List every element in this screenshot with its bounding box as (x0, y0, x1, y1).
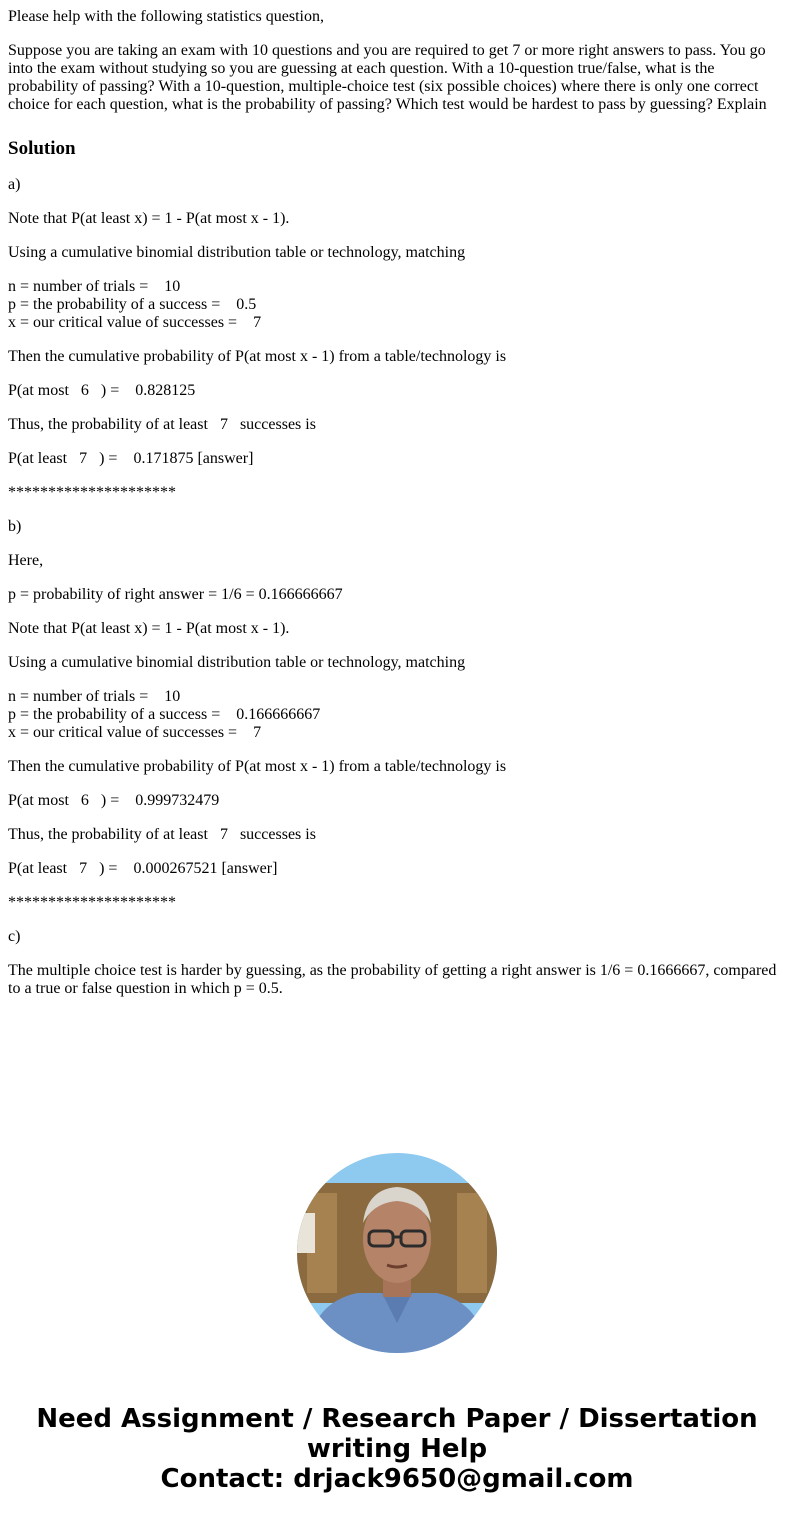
question-body: Suppose you are taking an exam with 10 questions and you are required to get 7 or more right answers to pass. You go into the exam without studying so you are guessing at each question. With a 10-question true/false, what is the probability of passing? With a 10-question, multiple-choice test (six possible choices) where there is only one correct choice for each question, what is the probability of passing? Which test would be hardest to pass by guessing? Explain (8, 42, 767, 113)
part-a-at-most: P(at most 6 ) = 0.828125 (8, 382, 196, 399)
promo-contact: Contact: drjack9650@gmail.com (160, 1464, 634, 1494)
part-a-label: a) (8, 176, 21, 193)
part-b-note: Note that P(at least x) = 1 - P(at most x - 1). (8, 620, 290, 637)
part-a-x: x = our critical value of successes = 7 (8, 314, 262, 331)
part-c-text: The multiple choice test is harder by guessing, as the probability of getting a right answer is 1/6 = 0.1666667, compared to a true or false question in which p = 0.5. (8, 962, 777, 997)
part-b-x: x = our critical value of successes = 7 (8, 724, 262, 741)
solution-heading: Solution (8, 138, 76, 159)
author-portrait-image (297, 1153, 497, 1353)
part-b-here: Here, (8, 552, 44, 569)
part-b-at-most: P(at most 6 ) = 0.999732479 (8, 792, 220, 809)
part-b-at-least: P(at least 7 ) = 0.000267521 [answer] (8, 860, 278, 877)
part-a-at-least: P(at least 7 ) = 0.171875 [answer] (8, 450, 254, 467)
part-b-stars: ********************* (8, 894, 176, 911)
author-photo (297, 1153, 497, 1353)
part-b-label: b) (8, 518, 22, 535)
part-a-params (8, 278, 786, 332)
promo-banner (0, 1404, 794, 1494)
part-a-stars: ********************* (8, 484, 176, 501)
part-a-thus: Thus, the probability of at least 7 successes is (8, 416, 316, 433)
promo-line-1: Need Assignment / Research Paper / Dissertation (36, 1404, 758, 1434)
part-a-p: p = the probability of a success = 0.5 (8, 296, 257, 313)
part-c-label: c) (8, 928, 21, 945)
part-b-p-right: p = probability of right answer = 1/6 = 0.166666667 (8, 586, 343, 603)
promo-line-2: writing Help (306, 1434, 488, 1464)
question-intro: Please help with the following statistics question, (8, 8, 324, 25)
part-b-thus: Thus, the probability of at least 7 successes is (8, 826, 316, 843)
part-b-n: n = number of trials = 10 (8, 688, 181, 705)
part-b-using: Using a cumulative binomial distribution table or technology, matching (8, 654, 466, 671)
part-a-using: Using a cumulative binomial distribution table or technology, matching (8, 244, 466, 261)
part-b-params (8, 688, 786, 742)
part-b-then: Then the cumulative probability of P(at most x - 1) from a table/technology is (8, 758, 507, 775)
part-a-n: n = number of trials = 10 (8, 278, 181, 295)
part-a-then: Then the cumulative probability of P(at most x - 1) from a table/technology is (8, 348, 507, 365)
part-a-note: Note that P(at least x) = 1 - P(at most x - 1). (8, 210, 290, 227)
part-b-p: p = the probability of a success = 0.166666667 (8, 706, 321, 723)
